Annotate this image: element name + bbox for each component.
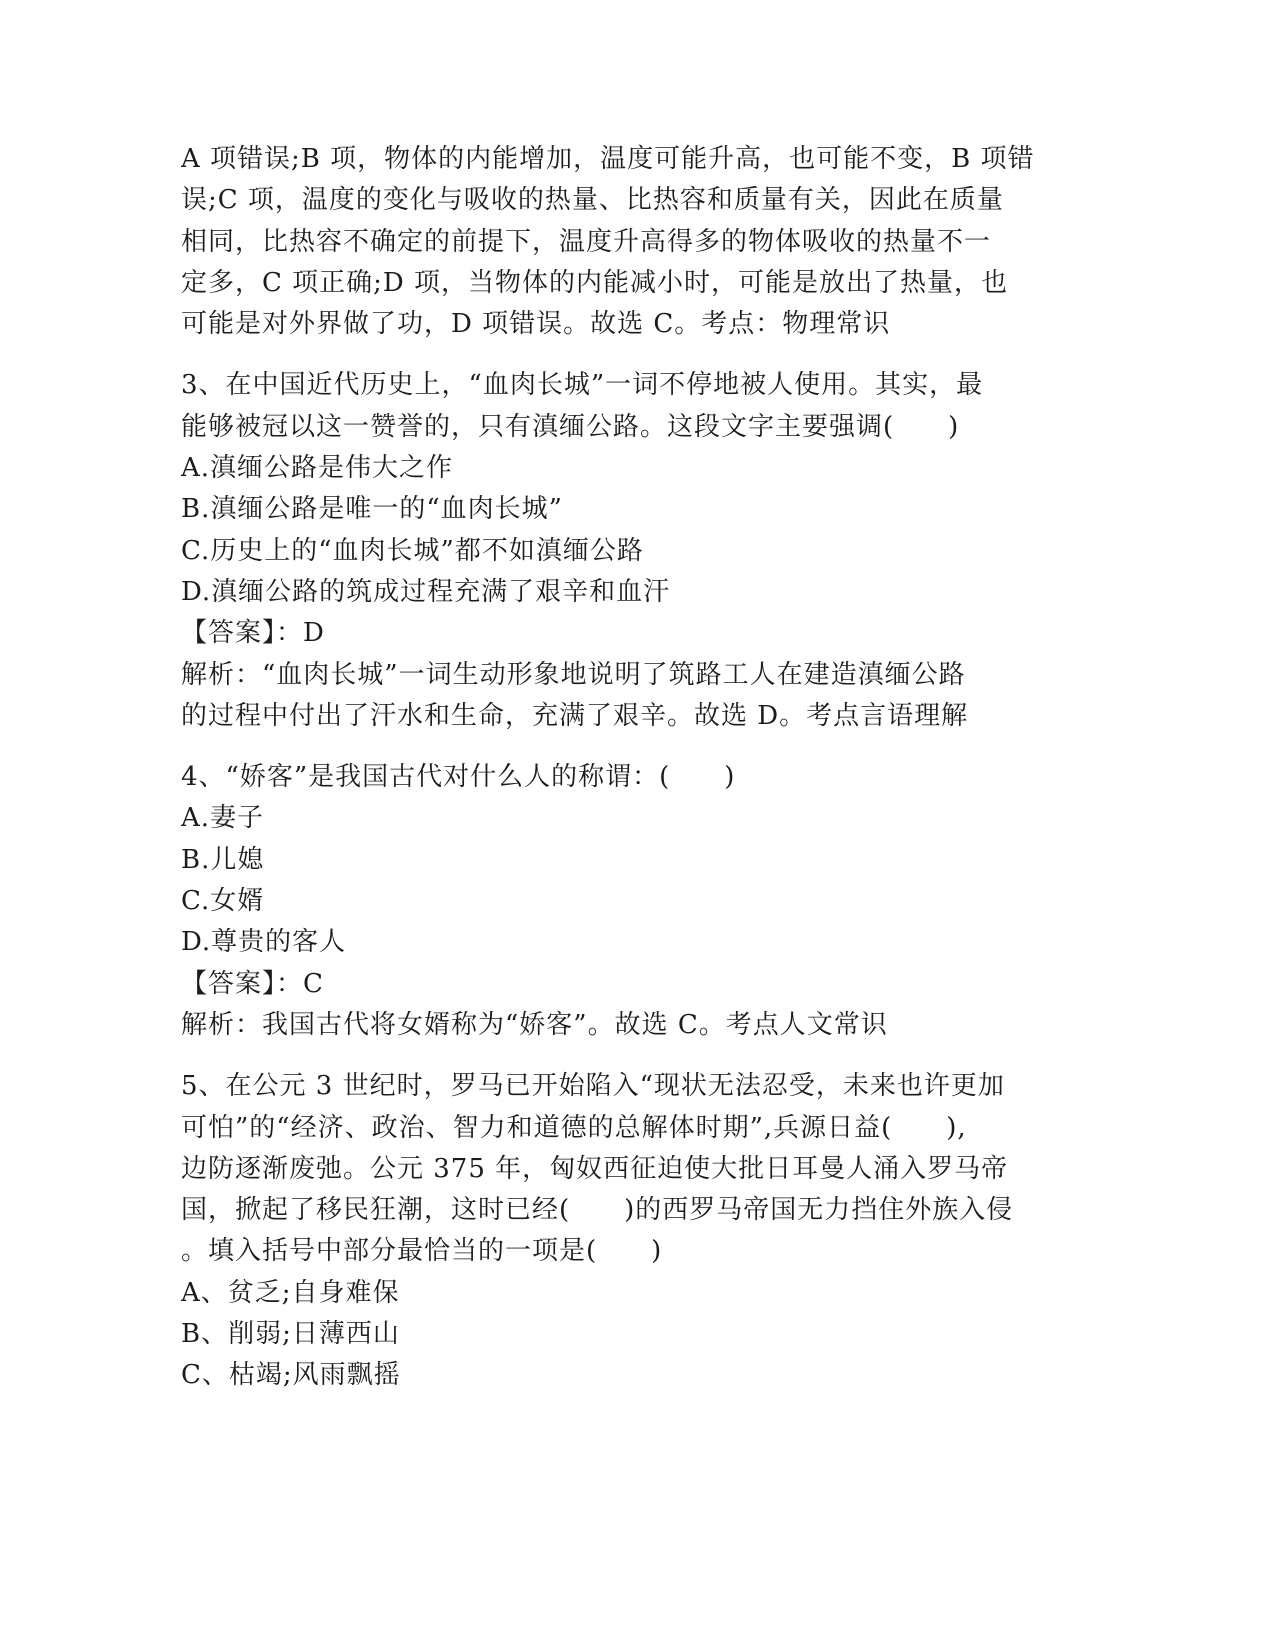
question-stem-line: 4、“娇客”是我国古代对什么人的称谓：( ) [181, 762, 736, 793]
question-4 [181, 757, 1061, 1046]
question-stem-line: 。填入括号中部分最恰当的一项是( ) [181, 1236, 663, 1267]
option-b: B.滇缅公路是唯一的“血肉长城” [181, 494, 563, 525]
document-page-content [181, 139, 1061, 1417]
option-c: C.女婿 [181, 886, 265, 917]
option-b: B、削弱;日薄西山 [181, 1319, 400, 1350]
question-stem-line: 可怕”的“经济、政治、智力和道德的总解体时期”,兵源日益( ), [181, 1112, 967, 1143]
question-2-analysis-continuation [181, 139, 1061, 345]
option-b: B.儿媳 [181, 844, 265, 875]
analysis-line: A 项错误;B 项，物体的内能增加，温度可能升高，也可能不变，B 项错 [181, 144, 1035, 174]
analysis-line: 可能是对外界做了功，D 项错误。故选 C。考点：物理常识 [181, 309, 891, 340]
question-5 [181, 1066, 1061, 1396]
question-stem-line: 能够被冠以这一赞誉的，只有滇缅公路。这段文字主要强调( ) [181, 411, 960, 442]
option-a: A.滇缅公路是伟大之作 [181, 453, 454, 484]
option-d: D.滇缅公路的筑成过程充满了艰辛和血汗 [181, 576, 671, 607]
analysis-line: 解析：我国古代将女婿称为“娇客”。故选 C。考点人文常识 [181, 1009, 888, 1040]
option-d: D.尊贵的客人 [181, 927, 347, 958]
option-c: C.历史上的“血肉长城”都不如滇缅公路 [181, 535, 644, 566]
analysis-line: 解析：“血肉长城”一词生动形象地说明了筑路工人在建造滇缅公路 [181, 659, 966, 690]
question-3 [181, 365, 1061, 737]
answer-line: 【答案】：C [181, 968, 324, 999]
question-stem-line: 国，掀起了移民狂潮，这时已经( )的西罗马帝国无力挡住外族入侵 [181, 1195, 1014, 1226]
analysis-line: 相同，比热容不确定的前提下，温度升高得多的物体吸收的热量不一 [181, 226, 992, 257]
option-c: C、枯竭;风雨飘摇 [181, 1360, 401, 1391]
question-stem-line: 3、在中国近代历史上，“血肉长城”一词不停地被人使用。其实，最 [181, 370, 984, 401]
question-stem-line: 边防逐渐废弛。公元 375 年，匈奴西征迫使大批日耳曼人涌入罗马帝 [181, 1153, 1009, 1184]
answer-line: 【答案】：D [181, 618, 325, 649]
option-a: A.妻子 [181, 803, 265, 834]
analysis-line: 误;C 项，温度的变化与吸收的热量、比热容和质量有关，因此在质量 [181, 185, 1004, 216]
analysis-line: 的过程中付出了汗水和生命，充满了艰辛。故选 D。考点言语理解 [181, 700, 969, 731]
option-a: A、贫乏;自身难保 [181, 1277, 400, 1308]
analysis-line: 定多，C 项正确;D 项，当物体的内能减小时，可能是放出了热量，也 [181, 267, 1009, 298]
question-stem-line: 5、在公元 3 世纪时，罗马已开始陷入“现状无法忍受，未来也许更加 [181, 1071, 1005, 1102]
